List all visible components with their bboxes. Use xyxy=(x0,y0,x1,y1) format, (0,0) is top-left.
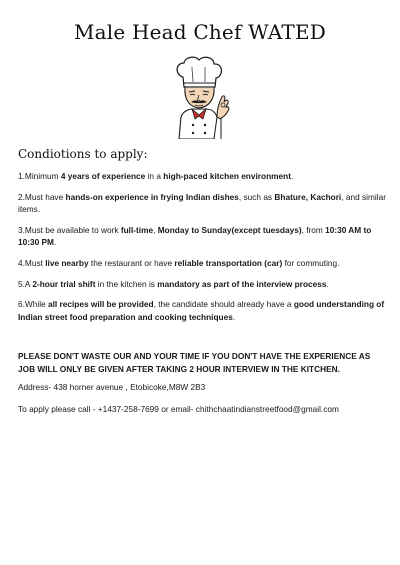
condition-emphasis: hands-on experience in frying Indian dishes xyxy=(65,191,239,202)
conditions-list xyxy=(18,170,388,331)
condition-text: 4.Must xyxy=(18,257,46,268)
condition-emphasis: 10:30 AM to 10:30 PM xyxy=(18,224,372,248)
condition-emphasis: good understanding of Indian street food preparation and cooking techniques xyxy=(18,299,385,322)
condition-item xyxy=(18,278,388,291)
condition-text: 6.While xyxy=(18,299,48,310)
condition-emphasis: Bhature, Kachori xyxy=(274,191,342,202)
condition-emphasis: 2-hour trial shift xyxy=(32,278,96,289)
condition-text: for commuting. xyxy=(282,257,340,268)
condition-text: 3.Must be available to work xyxy=(18,224,121,235)
page-title: Male Head Chef WATED xyxy=(73,20,327,44)
condition-text: in the kitchen is xyxy=(95,278,158,289)
condition-emphasis: high-paced kitchen environment xyxy=(163,171,291,181)
condition-text: , from xyxy=(301,224,326,235)
warning-notice: PLEASE DON'T WASTE OUR AND YOUR TIME IF YOU DON'T HAVE THE EXPERIENCE AS JOB WILL ONLY BE GIVEN AFTER TAKING 2 HOUR INTERVIEW IN THE KITCHEN. xyxy=(18,351,371,374)
condition-emphasis: 4 years of experience xyxy=(60,171,146,181)
condition-item xyxy=(18,298,388,323)
condition-emphasis: all recipes will be provided xyxy=(47,299,154,310)
apply-contact-line: To apply please call - +1437-258-7699 or email- chithchaatindianstreetfood@gmail.com xyxy=(18,404,339,414)
condition-emphasis: reliable transportation (car) xyxy=(174,257,283,268)
condition-text: 1.Minimum xyxy=(18,171,61,181)
condition-text: in a xyxy=(145,171,164,181)
condition-emphasis: Monday to Sunday(except tuesdays) xyxy=(157,224,302,235)
condition-text: . xyxy=(232,311,236,322)
address-line: Address- 438 horner avenue , Etobicoke,M8W 2B3 xyxy=(18,382,206,392)
condition-item xyxy=(18,224,388,249)
condition-item xyxy=(18,170,388,183)
conditions-heading: Condiotions to apply: xyxy=(18,147,148,161)
condition-emphasis: mandatory as part of the interview process xyxy=(157,278,327,289)
condition-text: the restaurant or have xyxy=(88,257,175,268)
condition-text: . xyxy=(290,171,294,181)
condition-text: 2.Must have xyxy=(18,191,66,202)
condition-emphasis: full-time xyxy=(120,224,154,235)
condition-emphasis: live nearby xyxy=(45,257,89,268)
condition-text: , xyxy=(153,224,158,235)
condition-text: . xyxy=(53,237,57,248)
condition-text: , such as xyxy=(238,191,275,202)
condition-text: . xyxy=(326,278,329,289)
condition-text: , the candidate should already have a xyxy=(153,299,294,310)
condition-text: 5.A xyxy=(18,278,33,289)
condition-text: , and similar items. xyxy=(18,191,386,215)
chef-icon xyxy=(165,55,235,139)
condition-item xyxy=(18,257,388,270)
condition-item xyxy=(18,191,388,216)
